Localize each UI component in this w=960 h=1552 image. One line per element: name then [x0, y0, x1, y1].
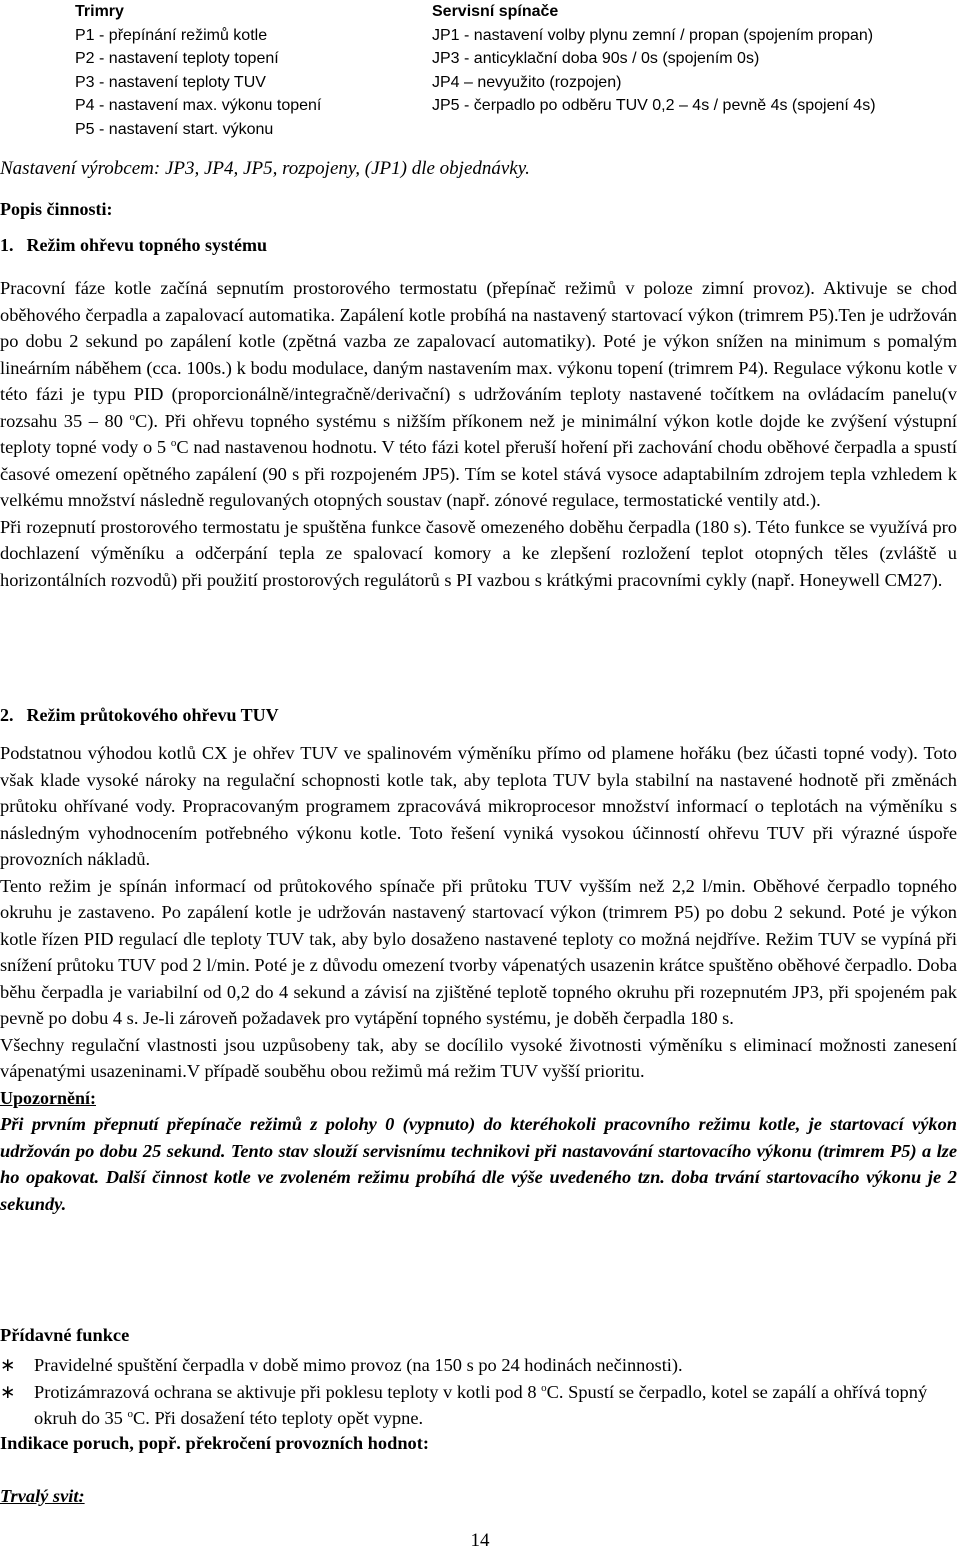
warning-text: Při prvním přepnutí přepínače režimů z polohy 0 (vypnuto) do kteréhokoli pracovního režimu kotle, je startovací výkon udržován po dobu 25 sekund. Tento stav slouží servisnímu technikovi při nastavování startovacího výkonu (trimrem P5) a lze ho opakovat. Další činnost kotle ve zvoleném režimu probíhá dle výše uvedeného tzn. doba trvání startovacího výkonu je 2 sekundy. — [0, 1114, 957, 1214]
section1-text-b: C). Při ohřevu topného systému s nižším příkonem než je minimální výkon kotle dojde ke zvýšení výstupní teploty topné vody o 5 — [0, 410, 957, 457]
section1-number: 1. — [0, 235, 14, 255]
extras-heading: Přídavné funkce — [0, 1325, 130, 1345]
section1-body — [0, 275, 957, 593]
trimry-heading: Trimry — [75, 3, 124, 20]
section1-title: Režim ohřevu topného systému — [26, 235, 267, 255]
factory-setting-note: Nastavení výrobcem: JP3, JP4, JP5, rozpojeny, (JP1) dle objednávky. — [0, 158, 530, 179]
degree-superscript: o — [129, 410, 136, 423]
section2-paragraph-1: Podstatnou výhodou kotlů CX je ohřev TUV ve spalinovém výměníku přímo od plamene hořáku (bez účasti topné vody). Toto však klade vysoké nároky na regulační schopnosti kotle tak, aby teplota TUV byla stabilní na nastavené hodnotě při změnách průtoku ohřívané vody. Propracovaným programem zpracovává mikroprocesor množství informací o teplotách na výměníku s následným vyhodnocením potřebného výkonu kotle. Toto řešení vyniká vysokou účinností ohřevu TUV při výrazné úspoře provozních nákladů. — [0, 743, 957, 869]
servis-item: JP1 - nastavení volby plynu zemní / propan (spojením propan) — [432, 26, 874, 44]
trimry-item: P1 - přepínání režimů kotle — [75, 26, 268, 44]
section2-heading — [0, 705, 279, 726]
section2-paragraph-3: Všechny regulační vlastnosti jsou uzpůsobeny tak, aby se docílilo vysoké životnosti výměníku s eliminací možnosti zanesení vápenatými usazeninami.V případě souběhu obou režimů má režim TUV vyšší prioritu. — [0, 1034, 957, 1081]
servis-item: JP4 – nevyužito (rozpojen) — [432, 73, 622, 91]
section1-paragraph — [0, 275, 957, 514]
section2-paragraph-2: Tento režim je spínán informací od průtokového spínače při průtoku TUV vyšším než 2,2 l/min. Oběhové čerpadlo topného okruhu je zastaveno. Po zapálení kotle je udržován nastavený startovací výkon (trimrem P5) po dobu 2 sekund. Poté je výkon kotle řízen PID regulací dle teploty TUV tak, aby bylo dosaženo nastavené teploty co možná nejdříve. Režim TUV se vypíná při snížení průtoku TUV pod 2 l/min. Poté je z důvodu omezení tvorby vápenatých usazenin krátce spuštěno oběhové čerpadlo. Doba běhu čerpadla je variabilní od 0,2 do 4 sekund a závisí na zjištěné teplotě topného okruhu při rozepnutém JP3, při spojeném pak pevně po dobu 4 s. Je-li zároveň požadavek pro vytápění topného systému, je doběh čerpadla 180 s. — [0, 875, 957, 1028]
trimry-block — [75, 0, 415, 142]
section1-text-a: Pracovní fáze kotle začíná sepnutím prostorového termostatu (přepínač režimů v poloze zimní provoz). Aktivuje se chod oběhového čerpadla a zapalovací automatika. Zapálení kotle probíhá na nastavený startovací výkon (trimrem P5).Ten je udržován po dobu 2 sekund po zapálení kotle (zpětná vazba ze zapalovací automatiky). Poté je výkon snížen na minimum s pomalým lineárním náběhem (cca. 100s.) k bodu modulace, daným nastavením max. výkonu topení (trimrem P4). Regulace výkonu kotle v této fázi je typu PID (proporcionálně/integračně/derivační) s udržováním teploty nastavené točítkem na ovládacím panelu(v rozsahu 35 – 80 — [0, 278, 957, 431]
section1-paragraph-2: Při rozepnutí prostorového termostatu je spuštěna funkce časově omezeného doběhu čerpadla (180 s). Této funkce se využívá pro dochlazení výměníku a odčerpání tepla ze spalovací komory a ke zlepšení rozložení teplot otopných těles (zvláště u horizontálních rozvodů) při použití prostorových regulátorů s PI vazbou s krátkými pracovními cykly (např. Honeywell CM27). — [0, 516, 957, 590]
section1-text-c: C nad nastavenou hodnotu. V této fázi kotel přeruší hoření při zachování chodu oběhové čerpadla a spustí časové omezení opětného zapálení (90 s při rozpojeném JP5). Tím se kotel stává vysoce adaptabilním zdrojem tepla vzhledem k velkému množství následně regulovaných otopných soustav (např. zónové regulace, termostatické ventily atd.). — [0, 437, 957, 510]
list-item-text-a: Protizámrazová ochrana se aktivuje při poklesu teploty v kotli pod 8 — [34, 1381, 542, 1402]
degree-superscript: o — [127, 1407, 133, 1420]
indikace-heading: Indikace poruch, popř. překročení provozních hodnot: — [0, 1433, 430, 1453]
trimry-item: P4 - nastavení max. výkonu topení — [75, 97, 322, 115]
trvaly-svit-heading: Trvalý svit: — [0, 1486, 85, 1506]
section1-heading — [0, 235, 267, 256]
section2-title: Režim průtokového ohřevu TUV — [26, 705, 279, 725]
extras-list — [0, 1352, 957, 1432]
trimry-item: P5 - nastavení start. výkonu — [75, 120, 274, 138]
section2-body — [0, 740, 957, 1217]
warning-heading: Upozornění: — [0, 1087, 96, 1108]
degree-superscript: o — [541, 1381, 547, 1394]
trimry-item: P2 - nastavení teploty topení — [75, 50, 279, 68]
trimry-item: P3 - nastavení teploty TUV — [75, 73, 266, 91]
list-item — [0, 1379, 957, 1432]
servis-item: JP5 - čerpadlo po odběru TUV 0,2 – 4s / pevně 4s (spojení 4s) — [432, 97, 876, 115]
servis-item: JP3 - anticyklační doba 90s / 0s (spojením 0s) — [432, 50, 760, 68]
list-item-text-b: C. Spustí se čerpadlo, kotel se zapálí a ohřívá topný okruh do 35 — [34, 1381, 928, 1428]
list-item — [0, 1352, 957, 1379]
page-number: 14 — [470, 1530, 490, 1551]
list-item-text: Pravidelné spuštění čerpadla v době mimo provoz (na 150 s po 24 hodinách nečinnosti). — [34, 1355, 683, 1375]
popis-heading: Popis činnosti: — [0, 199, 113, 219]
servis-heading: Servisní spínače — [432, 3, 559, 20]
section2-number: 2. — [0, 705, 14, 725]
bullet-icon: ∗ — [0, 1381, 16, 1402]
servis-block — [432, 0, 957, 118]
bullet-icon: ∗ — [0, 1355, 16, 1375]
degree-superscript: o — [170, 436, 177, 449]
list-item-text-c: C. Při dosažení této teploty opět vypne. — [132, 1408, 424, 1428]
